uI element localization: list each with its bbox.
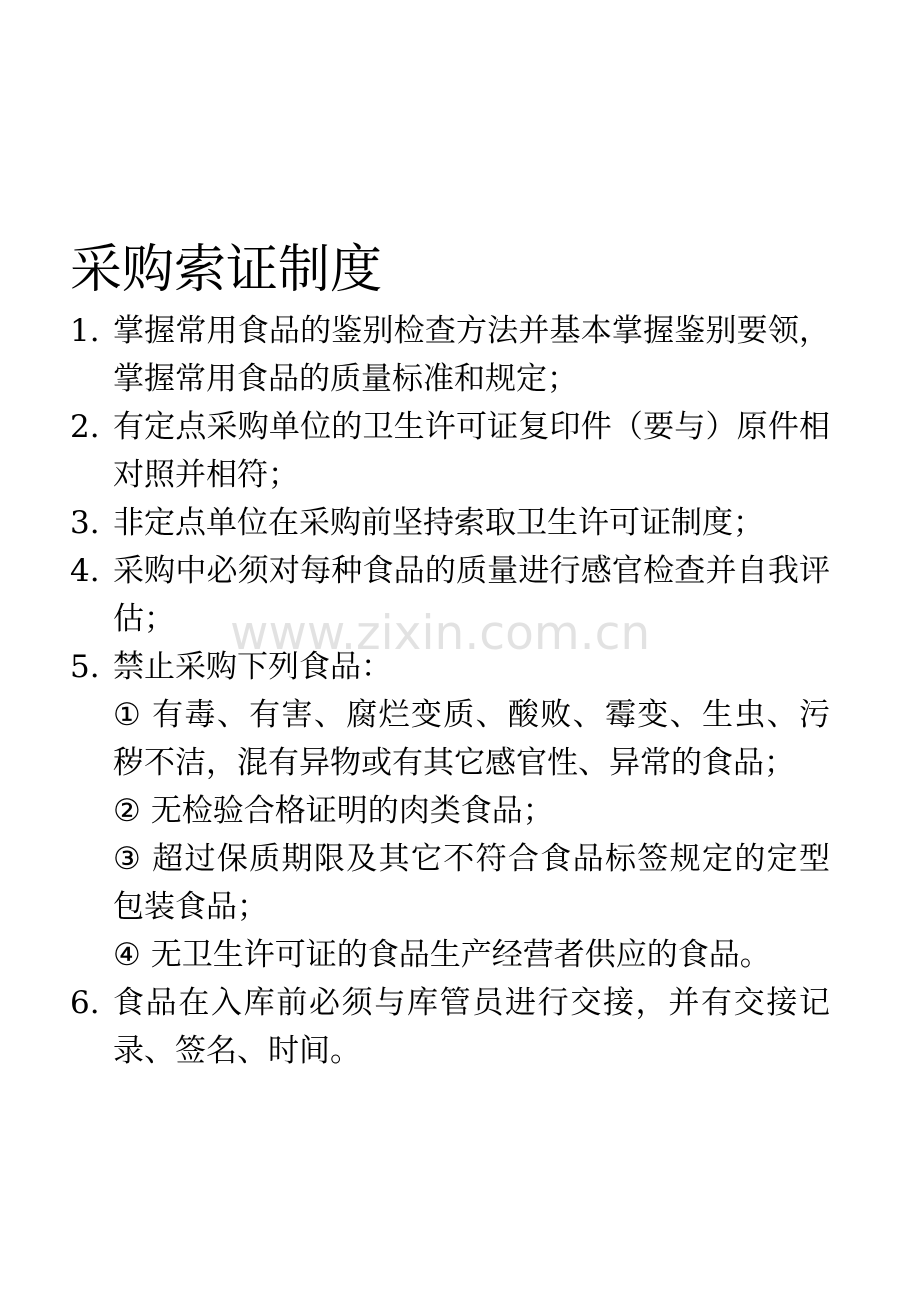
rule-text: 食品在入库前必须与库管员进行交接，并有交接记录、签名、时间。 bbox=[113, 985, 830, 1069]
rule-number: 3. bbox=[70, 505, 100, 541]
rule-text: 禁止采购下列食品： bbox=[113, 649, 392, 685]
circled-number-marker: ① bbox=[113, 697, 143, 733]
rule-text: 采购中必须对每种食品的质量进行感官检查并自我评估； bbox=[113, 553, 830, 637]
rule-item-3 bbox=[70, 499, 830, 547]
rule-number: 6. bbox=[70, 985, 100, 1021]
banned-item-text: 无检验合格证明的肉类食品； bbox=[150, 793, 554, 829]
banned-item-3 bbox=[113, 835, 830, 931]
circled-number-marker: ③ bbox=[113, 841, 143, 877]
circled-number-marker: ④ bbox=[113, 937, 141, 973]
banned-items-list bbox=[113, 691, 830, 979]
rule-number: 1. bbox=[70, 313, 100, 349]
rule-text: 有定点采购单位的卫生许可证复印件（要与）原件相对照并相符； bbox=[113, 409, 830, 493]
rule-item-5 bbox=[70, 643, 830, 979]
banned-item-2 bbox=[113, 787, 830, 835]
rule-item-1 bbox=[70, 307, 830, 403]
watermark-text: www.zixin.com.cn bbox=[230, 606, 651, 661]
banned-item-4 bbox=[113, 931, 830, 979]
rule-item-6 bbox=[70, 979, 830, 1075]
rule-number: 4. bbox=[70, 553, 100, 589]
rule-text: 掌握常用食品的鉴别检查方法并基本掌握鉴别要领，掌握常用食品的质量标准和规定； bbox=[113, 313, 830, 397]
banned-item-1 bbox=[113, 691, 830, 787]
banned-item-text: 超过保质期限及其它不符合食品标签规定的定型包装食品； bbox=[113, 841, 830, 925]
banned-item-text: 有毒、有害、腐烂变质、酸败、霉变、生虫、污秽不洁，混有异物或有其它感官性、异常的食品； bbox=[113, 697, 830, 781]
document-title: 采购索证制度 bbox=[70, 240, 383, 300]
rule-item-4 bbox=[70, 547, 830, 643]
rule-text: 非定点单位在采购前坚持索取卫生许可证制度； bbox=[113, 505, 764, 541]
rule-item-2 bbox=[70, 403, 830, 499]
circled-number-marker: ② bbox=[113, 793, 141, 829]
rule-number: 5. bbox=[70, 649, 100, 685]
rule-number: 2. bbox=[70, 409, 100, 445]
banned-item-text: 无卫生许可证的食品生产经营者供应的食品。 bbox=[150, 937, 771, 973]
rules-list bbox=[70, 307, 830, 1075]
